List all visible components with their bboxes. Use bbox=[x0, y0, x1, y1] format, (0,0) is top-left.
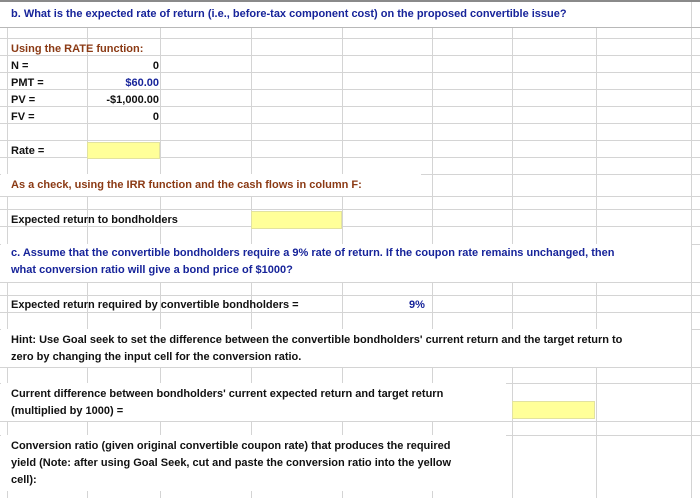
gridline-horizontal bbox=[0, 123, 700, 124]
n-value[interactable]: 0 bbox=[152, 60, 159, 72]
question-c-line2: what conversion ratio will give a bond price of $1000? bbox=[11, 264, 293, 276]
difference-line1: Current difference between bondholders' current expected return and target return bbox=[11, 388, 444, 400]
gridline-horizontal bbox=[0, 38, 700, 39]
fv-value[interactable]: 0 bbox=[152, 111, 159, 123]
gridline-horizontal bbox=[0, 140, 700, 141]
gridline-horizontal bbox=[0, 196, 700, 197]
pv-value[interactable]: -$1,000.00 bbox=[106, 94, 159, 106]
gridline-horizontal bbox=[0, 421, 700, 422]
rate-label: Rate = bbox=[11, 145, 45, 157]
pv-label: PV = bbox=[11, 94, 36, 106]
conversion-line3: cell): bbox=[11, 474, 37, 486]
fv-label: FV = bbox=[11, 111, 35, 123]
question-b: b. What is the expected rate of return (i.e., before-tax component cost) on the proposed convertible issue? bbox=[11, 8, 567, 20]
required-return-label: Expected return required by convertible bondholders = bbox=[11, 299, 299, 311]
question-c-line1: c. Assume that the convertible bondholders require a 9% rate of return. If the coupon rate remains unchanged, then bbox=[11, 247, 615, 259]
gridline-horizontal bbox=[0, 367, 700, 368]
gridline-horizontal bbox=[0, 282, 700, 283]
gridline-horizontal bbox=[0, 209, 700, 210]
conversion-line2: yield (Note: after using Goal Seek, cut and paste the conversion ratio into the yellow bbox=[11, 457, 452, 469]
gridline-horizontal bbox=[0, 89, 700, 90]
difference-cell-yellow[interactable] bbox=[512, 401, 595, 419]
gridline-horizontal bbox=[0, 295, 700, 296]
gridline-horizontal bbox=[0, 312, 700, 313]
difference-line2: (multiplied by 1000) = bbox=[11, 405, 124, 417]
irr-check-text: As a check, using the IRR function and the cash flows in column F: bbox=[11, 179, 362, 191]
conversion-line1: Conversion ratio (given original convertible coupon rate) that produces the required bbox=[11, 440, 451, 452]
rate-function-heading: Using the RATE function: bbox=[11, 43, 144, 55]
header-divider bbox=[0, 27, 700, 28]
expected-return-cell[interactable] bbox=[251, 211, 342, 229]
gridline-horizontal bbox=[0, 72, 700, 73]
rate-input-cell[interactable] bbox=[87, 142, 160, 159]
n-label: N = bbox=[11, 60, 29, 72]
top-border bbox=[0, 0, 700, 2]
pmt-label: PMT = bbox=[11, 77, 44, 89]
gridline-vertical bbox=[691, 0, 692, 498]
hint-line2: zero by changing the input cell for the conversion ratio. bbox=[11, 351, 302, 363]
pmt-value[interactable]: $60.00 bbox=[125, 77, 159, 89]
hint-line1: Hint: Use Goal seek to set the difference between the convertible bondholders' current return and the target return to bbox=[11, 334, 623, 346]
gridline-horizontal bbox=[0, 106, 700, 107]
expected-return-label: Expected return to bondholders bbox=[11, 214, 178, 226]
required-return-value[interactable]: 9% bbox=[409, 299, 425, 311]
